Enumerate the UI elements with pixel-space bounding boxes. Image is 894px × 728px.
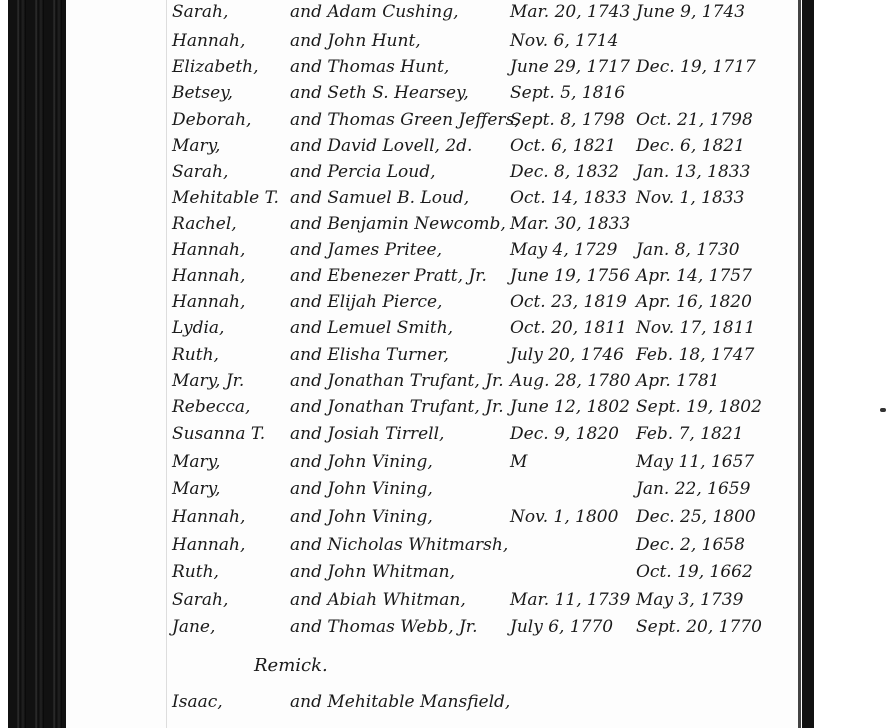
groom-name: and John Hunt, (290, 31, 421, 51)
groom-name: and John Whitman, (290, 562, 456, 582)
marriage-date: Dec. 6, 1821 (636, 136, 745, 156)
marriage-date: Sept. 20, 1770 (636, 617, 762, 637)
bride-name: Betsey, (172, 83, 233, 103)
intention-date: Oct. 14, 1833 (510, 188, 627, 208)
groom-name: and John Vining, (290, 479, 433, 499)
marriage-date: Apr. 16, 1820 (636, 292, 752, 312)
groom-name: and Samuel B. Loud, (290, 188, 470, 208)
groom-name: and Elijah Pierce, (290, 292, 443, 312)
intention-date: June 19, 1756 (510, 266, 630, 286)
groom-name: and Lemuel Smith, (290, 318, 454, 338)
bride-name: Sarah, (172, 2, 229, 22)
intention-date: Nov. 6, 1714 (510, 31, 619, 51)
intention-date: Aug. 28, 1780 (510, 371, 631, 391)
groom-name: and Benjamin Newcomb, (290, 214, 506, 234)
intention-date: Oct. 20, 1811 (510, 318, 627, 338)
marriage-date: Sept. 19, 1802 (636, 397, 762, 417)
marriage-date: Jan. 13, 1833 (636, 162, 751, 182)
marriage-date: Dec. 2, 1658 (636, 535, 745, 555)
bride-name: Hannah, (172, 535, 246, 555)
bride-name: Hannah, (172, 507, 246, 527)
section-heading: Remick. (254, 655, 328, 676)
marriage-date: Jan. 8, 1730 (636, 240, 740, 260)
marriage-date: June 9, 1743 (636, 2, 746, 22)
intention-date: Oct. 6, 1821 (510, 136, 616, 156)
intention-date: Mar. 20, 1743 (510, 2, 631, 22)
bride-name: Jane, (172, 617, 216, 637)
marriage-date: Nov. 1, 1833 (636, 188, 745, 208)
intention-date: Sept. 5, 1816 (510, 83, 626, 103)
intention-date: July 6, 1770 (510, 617, 614, 637)
bride-name: Ruth, (172, 345, 219, 365)
page-edge-shadow (798, 0, 801, 728)
intention-date: June 29, 1717 (510, 57, 630, 77)
page-rule (166, 0, 167, 728)
bride-name: Hannah, (172, 240, 246, 260)
groom-name: and Abiah Whitman, (290, 590, 466, 610)
bride-name: Rachel, (172, 214, 237, 234)
marriage-date: May 3, 1739 (636, 590, 744, 610)
bride-name: Ruth, (172, 562, 219, 582)
groom-name: and James Pritee, (290, 240, 442, 260)
groom-name: and Josiah Tirrell, (290, 424, 445, 444)
bride-name: Deborah, (172, 110, 252, 130)
marriage-date: Dec. 19, 1717 (636, 57, 756, 77)
bride-name: Mary, Jr. (172, 371, 245, 391)
marriage-date: Feb. 7, 1821 (636, 424, 744, 444)
bride-name: Lydia, (172, 318, 225, 338)
groom-name: and Thomas Webb, Jr. (290, 617, 478, 637)
bride-name: Sarah, (172, 590, 229, 610)
groom-name: and Thomas Green Jeffers, (290, 110, 520, 130)
bride-name: Mehitable T. (172, 188, 279, 208)
bride-name: Elizabeth, (172, 57, 259, 77)
intention-date: Oct. 23, 1819 (510, 292, 627, 312)
intention-date: June 12, 1802 (510, 397, 630, 417)
marriage-date: Nov. 17, 1811 (636, 318, 756, 338)
groom-name: and Nicholas Whitmarsh, (290, 535, 509, 555)
groom-name: and Elisha Turner, (290, 345, 449, 365)
groom-name: and Percia Loud, (290, 162, 436, 182)
book-edge-right (802, 0, 814, 728)
bride-name: Sarah, (172, 162, 229, 182)
book-binding (8, 0, 66, 728)
marriage-date: May 11, 1657 (636, 452, 755, 472)
marriage-date: Oct. 19, 1662 (636, 562, 753, 582)
bride-name: Mary, (172, 479, 221, 499)
bride-name: Hannah, (172, 292, 246, 312)
marriage-date: Apr. 14, 1757 (636, 266, 752, 286)
marriage-date: Jan. 22, 1659 (636, 479, 751, 499)
page-margin-right (814, 0, 894, 728)
intention-date: May 4, 1729 (510, 240, 618, 260)
groom-name: and David Lovell, 2d. (290, 136, 473, 156)
marriage-date: Oct. 21, 1798 (636, 110, 753, 130)
bride-name: Mary, (172, 452, 221, 472)
intention-date: Sept. 8, 1798 (510, 110, 626, 130)
groom-name: and Jonathan Trufant, Jr. (290, 397, 504, 417)
bride-name: Hannah, (172, 31, 246, 51)
groom-name: and Seth S. Hearsey, (290, 83, 469, 103)
marriage-date: Dec. 25, 1800 (636, 507, 756, 527)
intention-date: Dec. 9, 1820 (510, 424, 619, 444)
ink-speck (880, 408, 886, 412)
marriage-date: Apr. 1781 (636, 371, 720, 391)
bride-name: Mary, (172, 136, 221, 156)
marriage-date: Feb. 18, 1747 (636, 345, 755, 365)
bride-name: Rebecca, (172, 397, 251, 417)
groom-name: and Mehitable Mansfield, (290, 692, 511, 712)
groom-name: and Jonathan Trufant, Jr. (290, 371, 504, 391)
intention-date: Mar. 11, 1739 (510, 590, 631, 610)
groom-name: and John Vining, (290, 507, 433, 527)
intention-date: Dec. 8, 1832 (510, 162, 619, 182)
intention-date: Nov. 1, 1800 (510, 507, 619, 527)
groom-name: and Ebenezer Pratt, Jr. (290, 266, 487, 286)
intention-date: July 20, 1746 (510, 345, 624, 365)
intention-date: Mar. 30, 1833 (510, 214, 631, 234)
bride-name: Isaac, (172, 692, 223, 712)
intention-date: M (510, 452, 528, 472)
groom-name: and John Vining, (290, 452, 433, 472)
bride-name: Hannah, (172, 266, 246, 286)
groom-name: and Adam Cushing, (290, 2, 459, 22)
groom-name: and Thomas Hunt, (290, 57, 450, 77)
bride-name: Susanna T. (172, 424, 266, 444)
